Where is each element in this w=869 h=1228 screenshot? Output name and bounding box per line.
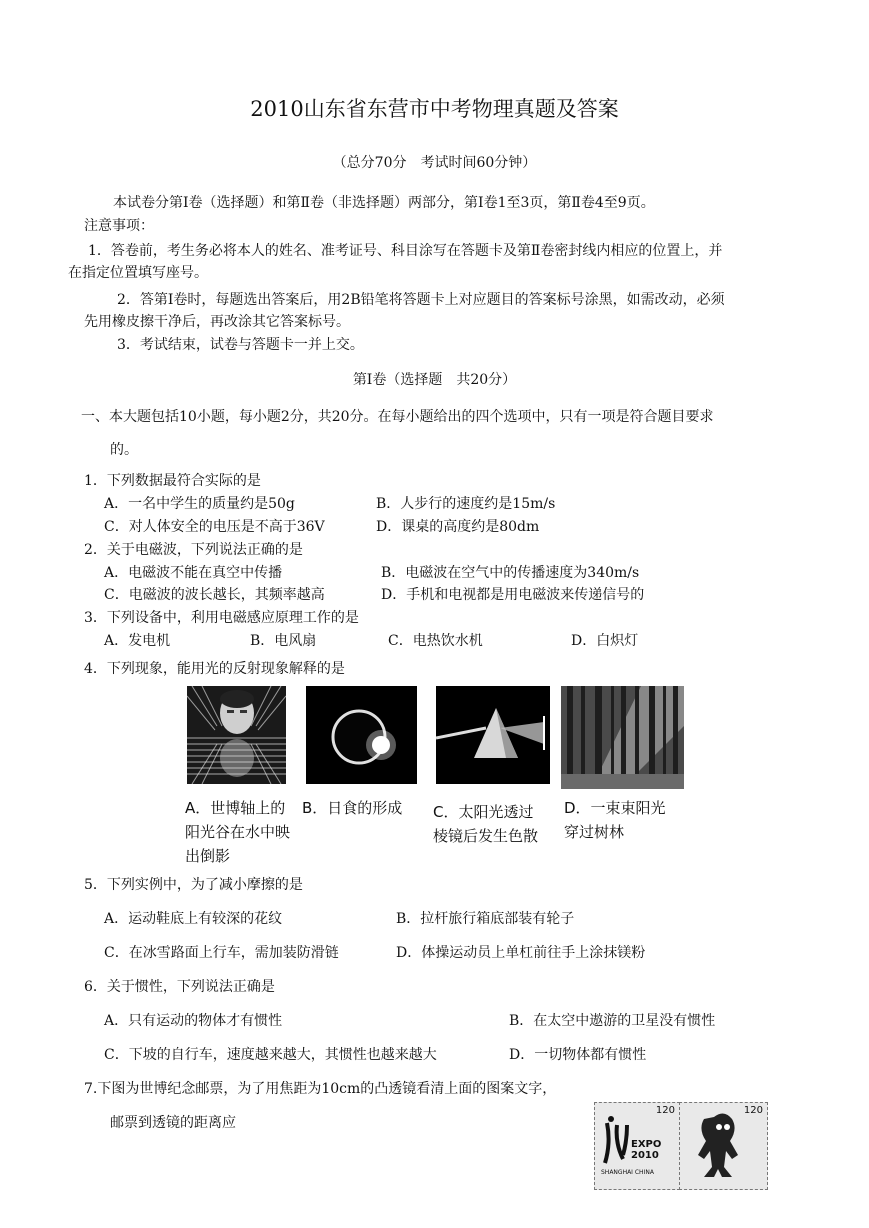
q6-option-d: D．一切物体都有惯性 <box>509 1047 647 1063</box>
q5-stem: 5．下列实例中，为了减小摩擦的是 <box>84 877 303 893</box>
stamp-expo-text: EXPO 2010 <box>631 1139 662 1161</box>
expo-stamp-mascot <box>679 1102 768 1190</box>
stamp-value: 120 <box>743 1105 763 1116</box>
q2-option-c: C．电磁波的波长越长，其频率越高 <box>104 587 325 603</box>
notice-2a: 2．答第Ⅰ卷时，每题选出答案后，用2B铅笔将答题卡上对应题目的答案标号涂黑，如需改动，必须 <box>117 292 725 308</box>
expo-stamp-logo <box>594 1102 680 1190</box>
exam-info: （总分70分 考试时间60分钟） <box>332 155 537 171</box>
q5-option-c: C．在冰雪路面上行车，需加装防滑链 <box>104 945 339 961</box>
section1-instructions-end: 的。 <box>110 442 138 458</box>
q4-caption-b: B．日食的形成 <box>302 799 403 817</box>
q3-stem: 3．下列设备中，利用电磁感应原理工作的是 <box>84 610 359 626</box>
q1-stem: 1．下列数据最符合实际的是 <box>84 473 261 489</box>
q4-caption-c: C．太阳光透过棱镜后发生色散 <box>433 803 539 845</box>
q4-caption-d: D．一束束阳光穿过树林 <box>564 799 666 841</box>
q1-option-d: D．课桌的高度约是80dm <box>376 519 540 535</box>
notice-heading: 注意事项： <box>84 218 154 234</box>
q7-stem-continued: 邮票到透镜的距离应 <box>110 1115 236 1131</box>
q7-stem: 7.下图为世博纪念邮票，为了用焦距为10cm的凸透镜看清上面的图案文字， <box>84 1081 557 1097</box>
q1-option-a: A．一名中学生的质量约是50g <box>104 496 295 512</box>
part1-heading: 第Ⅰ卷（选择题 共20分） <box>352 372 517 388</box>
q3-option-b: B．电风扇 <box>250 633 317 649</box>
notice-1a: 1．答卷前，考生务必将本人的姓名、准考证号、科目涂写在答题卡及第Ⅱ卷密封线内相应的位置上，并 <box>88 243 723 259</box>
q6-option-a: A．只有运动的物体才有惯性 <box>104 1013 283 1029</box>
q6-option-c: C．下坡的自行车，速度越来越大，其惯性也越来越大 <box>104 1047 437 1063</box>
photo-solar-eclipse <box>306 686 417 784</box>
q5-option-d: D．体操运动员上单杠前往手上涂抹镁粉 <box>396 945 646 961</box>
notice-1b: 在指定位置填写座号。 <box>68 265 208 281</box>
q6-option-b: B．在太空中遨游的卫星没有惯性 <box>509 1013 716 1029</box>
page-title: 2010山东省东营市中考物理真题及答案 <box>250 97 619 121</box>
notice-3: 3．考试结束，试卷与答题卡一并上交。 <box>117 337 364 353</box>
notice-2b: 先用橡皮擦干净后，再改涂其它答案标号。 <box>84 314 350 330</box>
photo-sunshine-valley-reflection <box>187 686 286 784</box>
q1-option-c: C．对人体安全的电压是不高于36V <box>104 519 325 535</box>
q2-option-d: D．手机和电视都是用电磁波来传递信号的 <box>381 587 645 603</box>
q6-stem: 6．关于惯性，下列说法正确是 <box>84 979 275 995</box>
section1-instructions: 一、本大题包括10小题，每小题2分，共20分。在每小题给出的四个选项中，只有一项是符合题目要求 <box>81 409 714 425</box>
q5-option-b: B．拉杆旅行箱底部装有轮子 <box>396 911 575 927</box>
q2-option-a: A．电磁波不能在真空中传播 <box>104 565 283 581</box>
stamp-city-text: SHANGHAI CHINA <box>601 1169 654 1176</box>
q3-option-d: D．白炽灯 <box>571 633 639 649</box>
q2-stem: 2．关于电磁波，下列说法正确的是 <box>84 542 303 558</box>
q4-caption-a: A．世博轴上的阳光谷在水中映出倒影 <box>185 799 291 865</box>
intro-text: 本试卷分第Ⅰ卷（选择题）和第Ⅱ卷（非选择题）两部分，第Ⅰ卷1至3页，第Ⅱ卷4至9页。 <box>113 195 655 211</box>
photo-prism-dispersion <box>436 686 550 784</box>
q2-option-b: B．电磁波在空气中的传播速度为340m/s <box>381 565 640 581</box>
q5-option-a: A．运动鞋底上有较深的花纹 <box>104 911 283 927</box>
q4-stem: 4．下列现象，能用光的反射现象解释的是 <box>84 661 345 677</box>
q3-option-c: C．电热饮水机 <box>388 633 483 649</box>
stamp-value: 120 <box>655 1105 675 1116</box>
q3-option-a: A．发电机 <box>104 633 171 649</box>
q1-option-b: B．人步行的速度约是15m/s <box>376 496 556 512</box>
photo-forest-sunbeams <box>561 686 684 789</box>
